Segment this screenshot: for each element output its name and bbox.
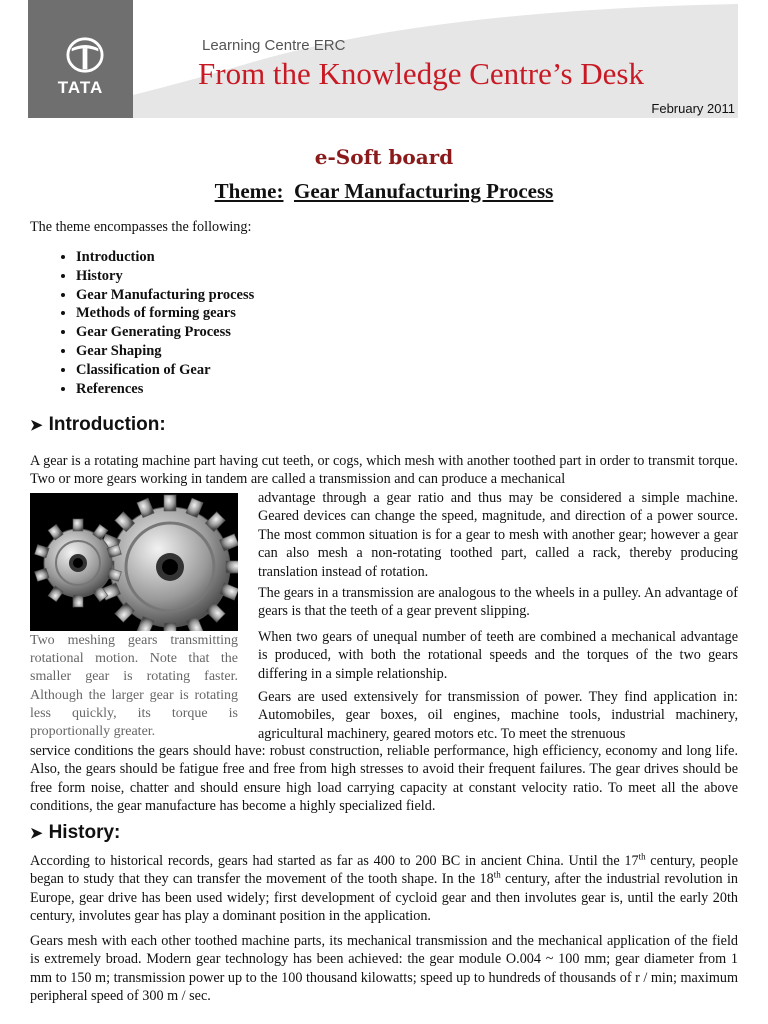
learning-centre-label: Learning Centre ERC: [202, 37, 346, 54]
history-heading: [30, 822, 120, 844]
theme-name: Gear Manufacturing Process: [293, 179, 554, 203]
history-p1-part-a: According to historical records, gears had started as far as 400 to 200 BC in ancient China. Until the 17: [30, 853, 639, 869]
history-paragraph-2: Gears mesh with each other toothed machine parts, its mechanical transmission and the mechanical application of the field is extremely broad. Modern gear technology has been achieved: the gear module O.004 ~ 100 mm; gear diameter from 1 mm to 150 m; transmission power up to the 100 thousand kilowatts; speed up to hundreds of thousands of r / min; maximum peripheral speed of 300 m / sec.: [30, 933, 738, 1005]
history-p1-sup-1: th: [638, 851, 646, 862]
intro-line: The theme encompasses the following:: [30, 219, 252, 235]
intro-paragraph-1b: advantage through a gear ratio and thus may be considered a simple machine. Geared devices can change the speed, magnitude, and direction of a power source. The most common situation is for a gear to mesh with another gear; however a gear can also mesh a non-rotating toothed part, called a rack, thereby producing translation instead of rotation.: [258, 490, 738, 580]
theme-title: [0, 179, 768, 204]
topic-item: • Methods of forming gears: [76, 304, 254, 323]
meshing-gears-image: [30, 493, 238, 631]
history-p1-part-b: century, people began to study that they can transfer the movement of the tooth shape. In the 18: [30, 853, 738, 888]
topic-item: • Introduction: [76, 248, 254, 267]
newsletter-title: From the Knowledge Centre’s Desk: [198, 56, 644, 91]
topic-item: • References: [76, 380, 254, 399]
topic-item: • Gear Generating Process: [76, 323, 254, 342]
topic-item: • History: [76, 267, 254, 286]
history-p1-sup-2: th: [493, 869, 501, 880]
introduction-heading: [30, 414, 166, 436]
board-title: e-Soft board: [314, 145, 454, 169]
intro-paragraph-1a: A gear is a rotating machine part having cut teeth, or cogs, which mesh with another toothed part in order to transmit torque. Two or more gears working in tandem are called a transmission and can produce a mechanical: [30, 453, 738, 488]
intro-paragraph-3: When two gears of unequal number of teeth are combined a mechanical advantage is produced, with both the rotational speeds and the torques of the two gears differing in a simple relationship.: [258, 629, 738, 682]
newsletter-header: [28, 0, 738, 118]
topic-list: [48, 248, 254, 398]
arrow-bullet-icon: ➤: [30, 417, 43, 434]
history-p1-part-c: century, after the industrial revolution in Europe, gear drive has been used widely; first development of cycloid gear and then involutes gear is, until the early 20th century, involutes gear has play a dominant position in the application.: [30, 871, 738, 925]
logo-wordmark: TATA: [57, 78, 104, 97]
topic-item: • Gear Manufacturing process: [76, 286, 254, 305]
gears-icon: [30, 493, 238, 631]
intro-paragraph-2: The gears in a transmission are analogous to the wheels in a pulley. An advantage of gears is that the teeth of a gear prevent slipping.: [258, 585, 738, 620]
intro-paragraph-4b: service conditions the gears should have: robust construction, reliable performance, high efficiency, economy and long life. Also, the gears should be fatigue free and free from high stresses to avoid their frequent failures. The gear drives should be free form noise, chatter and should ensure high load carrying capacity at constant velocity ratio. To meet all the above conditions, the gear manufacture has become a highly specialized field.: [30, 743, 738, 815]
topic-item: • Gear Shaping: [76, 342, 254, 361]
history-heading-text: History:: [48, 822, 121, 843]
introduction-heading-text: Introduction:: [48, 414, 166, 435]
theme-label: Theme:: [214, 179, 284, 203]
tata-logo: [28, 0, 133, 118]
history-paragraph-1: [30, 852, 738, 926]
image-caption: Two meshing gears transmitting rotational motion. Note that the smaller gear is rotating faster. Although the larger gear is rotating less quickly, its torque is proportionally greater.: [30, 633, 238, 740]
topic-item: • Classification of Gear: [76, 361, 254, 380]
arrow-bullet-icon: ➤: [30, 825, 43, 842]
tata-emblem-icon: [66, 36, 104, 74]
intro-paragraph-4a: Gears are used extensively for transmission of power. They find application in: Automobiles, gear boxes, oil engines, machine tools, industrial machinery, agricultural machinery, geared motors etc. To meet the strenuous: [258, 689, 738, 742]
issue-date: February 2011: [651, 101, 735, 116]
